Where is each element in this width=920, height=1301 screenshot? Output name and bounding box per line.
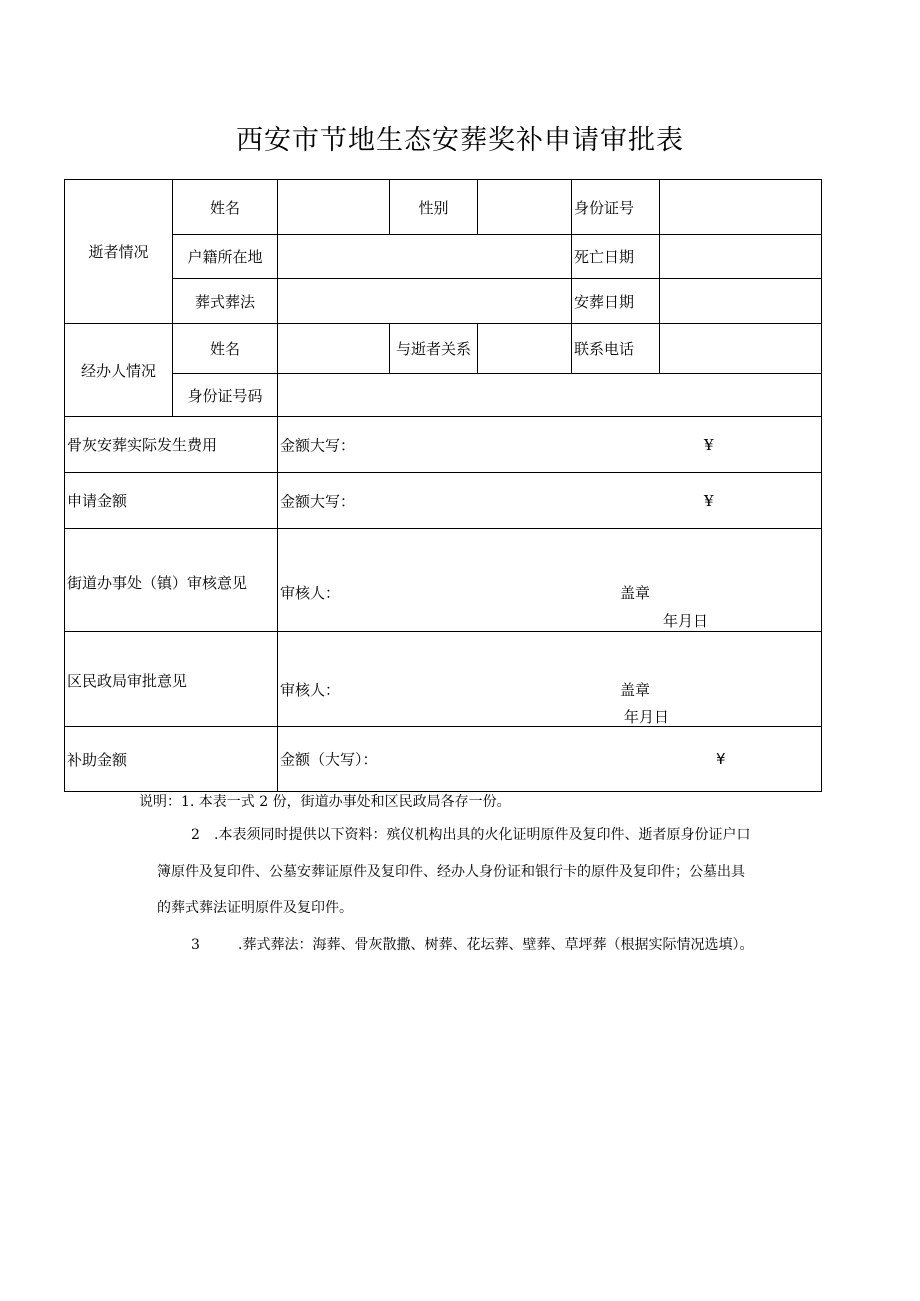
apply-amount-field[interactable] xyxy=(278,473,822,529)
application-form-table xyxy=(64,179,822,792)
subsidy-label: 补助金额 xyxy=(65,727,278,792)
district-opinion-field[interactable] xyxy=(278,632,822,727)
street-opinion-label: 街道办事处（镇）审核意见 xyxy=(65,529,278,632)
district-reviewer-label: 审核人： xyxy=(280,681,341,699)
notes-item-2-line-2: 簿原件及复印件、公墓安葬证原件及复印件、经办人身份证和银行卡的原件及复印件；公墓出具 xyxy=(157,864,745,880)
notes-item-3-text: .葬式葬法：海葬、骨灰散撒、树葬、花坛葬、壁葬、草坪葬（根据实际情况选填）。 xyxy=(238,937,754,953)
actual-cost-amount-label: 金额大写： xyxy=(280,436,356,454)
deceased-burial-method-label: 葬式葬法 xyxy=(173,279,278,324)
apply-amount-label: 申请金额 xyxy=(65,473,278,529)
deceased-burial-method-field[interactable] xyxy=(278,279,572,324)
handler-relation-label: 与逝者关系 xyxy=(390,324,478,374)
district-opinion-label: 区民政局审批意见 xyxy=(65,632,278,727)
deceased-death-date-label: 死亡日期 xyxy=(572,235,660,279)
deceased-household-label: 户籍所在地 xyxy=(173,235,278,279)
notes-item-2-line-3: 的葬式葬法证明原件及复印件。 xyxy=(157,900,353,916)
actual-cost-amount-field[interactable] xyxy=(278,417,822,473)
handler-id-label: 身份证号码 xyxy=(173,374,278,417)
handler-relation-field[interactable] xyxy=(478,324,572,374)
page-title: 西安市节地生态安葬奖补申请审批表 xyxy=(236,125,684,156)
deceased-gender-label: 性别 xyxy=(390,180,478,235)
handler-phone-field[interactable] xyxy=(660,324,822,374)
handler-name-field[interactable] xyxy=(278,324,390,374)
actual-cost-label: 骨灰安葬实际发生费用 xyxy=(65,417,278,473)
subsidy-yen-symbol: ¥ xyxy=(716,750,726,768)
deceased-gender-field[interactable] xyxy=(478,180,572,235)
handler-phone-label: 联系电话 xyxy=(572,324,660,374)
district-seal-label: 盖章 xyxy=(620,681,651,699)
deceased-section-label: 逝者情况 xyxy=(65,180,173,324)
handler-section-label: 经办人情况 xyxy=(65,324,173,417)
district-date-label: 年月日 xyxy=(624,708,670,726)
notes-item-3-number: 3 xyxy=(191,937,200,953)
street-seal-label: 盖章 xyxy=(620,584,651,602)
apply-amount-amount-label: 金额大写： xyxy=(280,492,356,510)
subsidy-amount-label: 金额（大写）： xyxy=(280,750,378,769)
deceased-name-field[interactable] xyxy=(278,180,390,235)
notes-item-2-line-1: .本表须同时提供以下资料：殡仪机构出具的火化证明原件及复印件、逝者原身份证户口 xyxy=(214,827,751,843)
street-date-label: 年月日 xyxy=(663,612,709,630)
deceased-id-field[interactable] xyxy=(660,180,822,235)
apply-amount-yen-symbol: ¥ xyxy=(704,491,714,510)
street-reviewer-label: 审核人： xyxy=(280,584,341,602)
actual-cost-yen-symbol: ¥ xyxy=(704,435,714,454)
notes-item-2-number: 2 xyxy=(191,827,200,843)
handler-id-field[interactable] xyxy=(278,374,822,417)
street-opinion-field[interactable] xyxy=(278,529,822,632)
notes-line-1: 说明：1. 本表一式 2 份，街道办事处和区民政局各存一份。 xyxy=(139,794,511,810)
subsidy-amount-field[interactable] xyxy=(278,727,822,792)
deceased-household-field[interactable] xyxy=(278,235,572,279)
deceased-name-label: 姓名 xyxy=(173,180,278,235)
handler-name-label: 姓名 xyxy=(173,324,278,374)
deceased-id-label: 身份证号 xyxy=(572,180,660,235)
deceased-death-date-field[interactable] xyxy=(660,235,822,279)
deceased-burial-date-label: 安葬日期 xyxy=(572,279,660,324)
deceased-burial-date-field[interactable] xyxy=(660,279,822,324)
